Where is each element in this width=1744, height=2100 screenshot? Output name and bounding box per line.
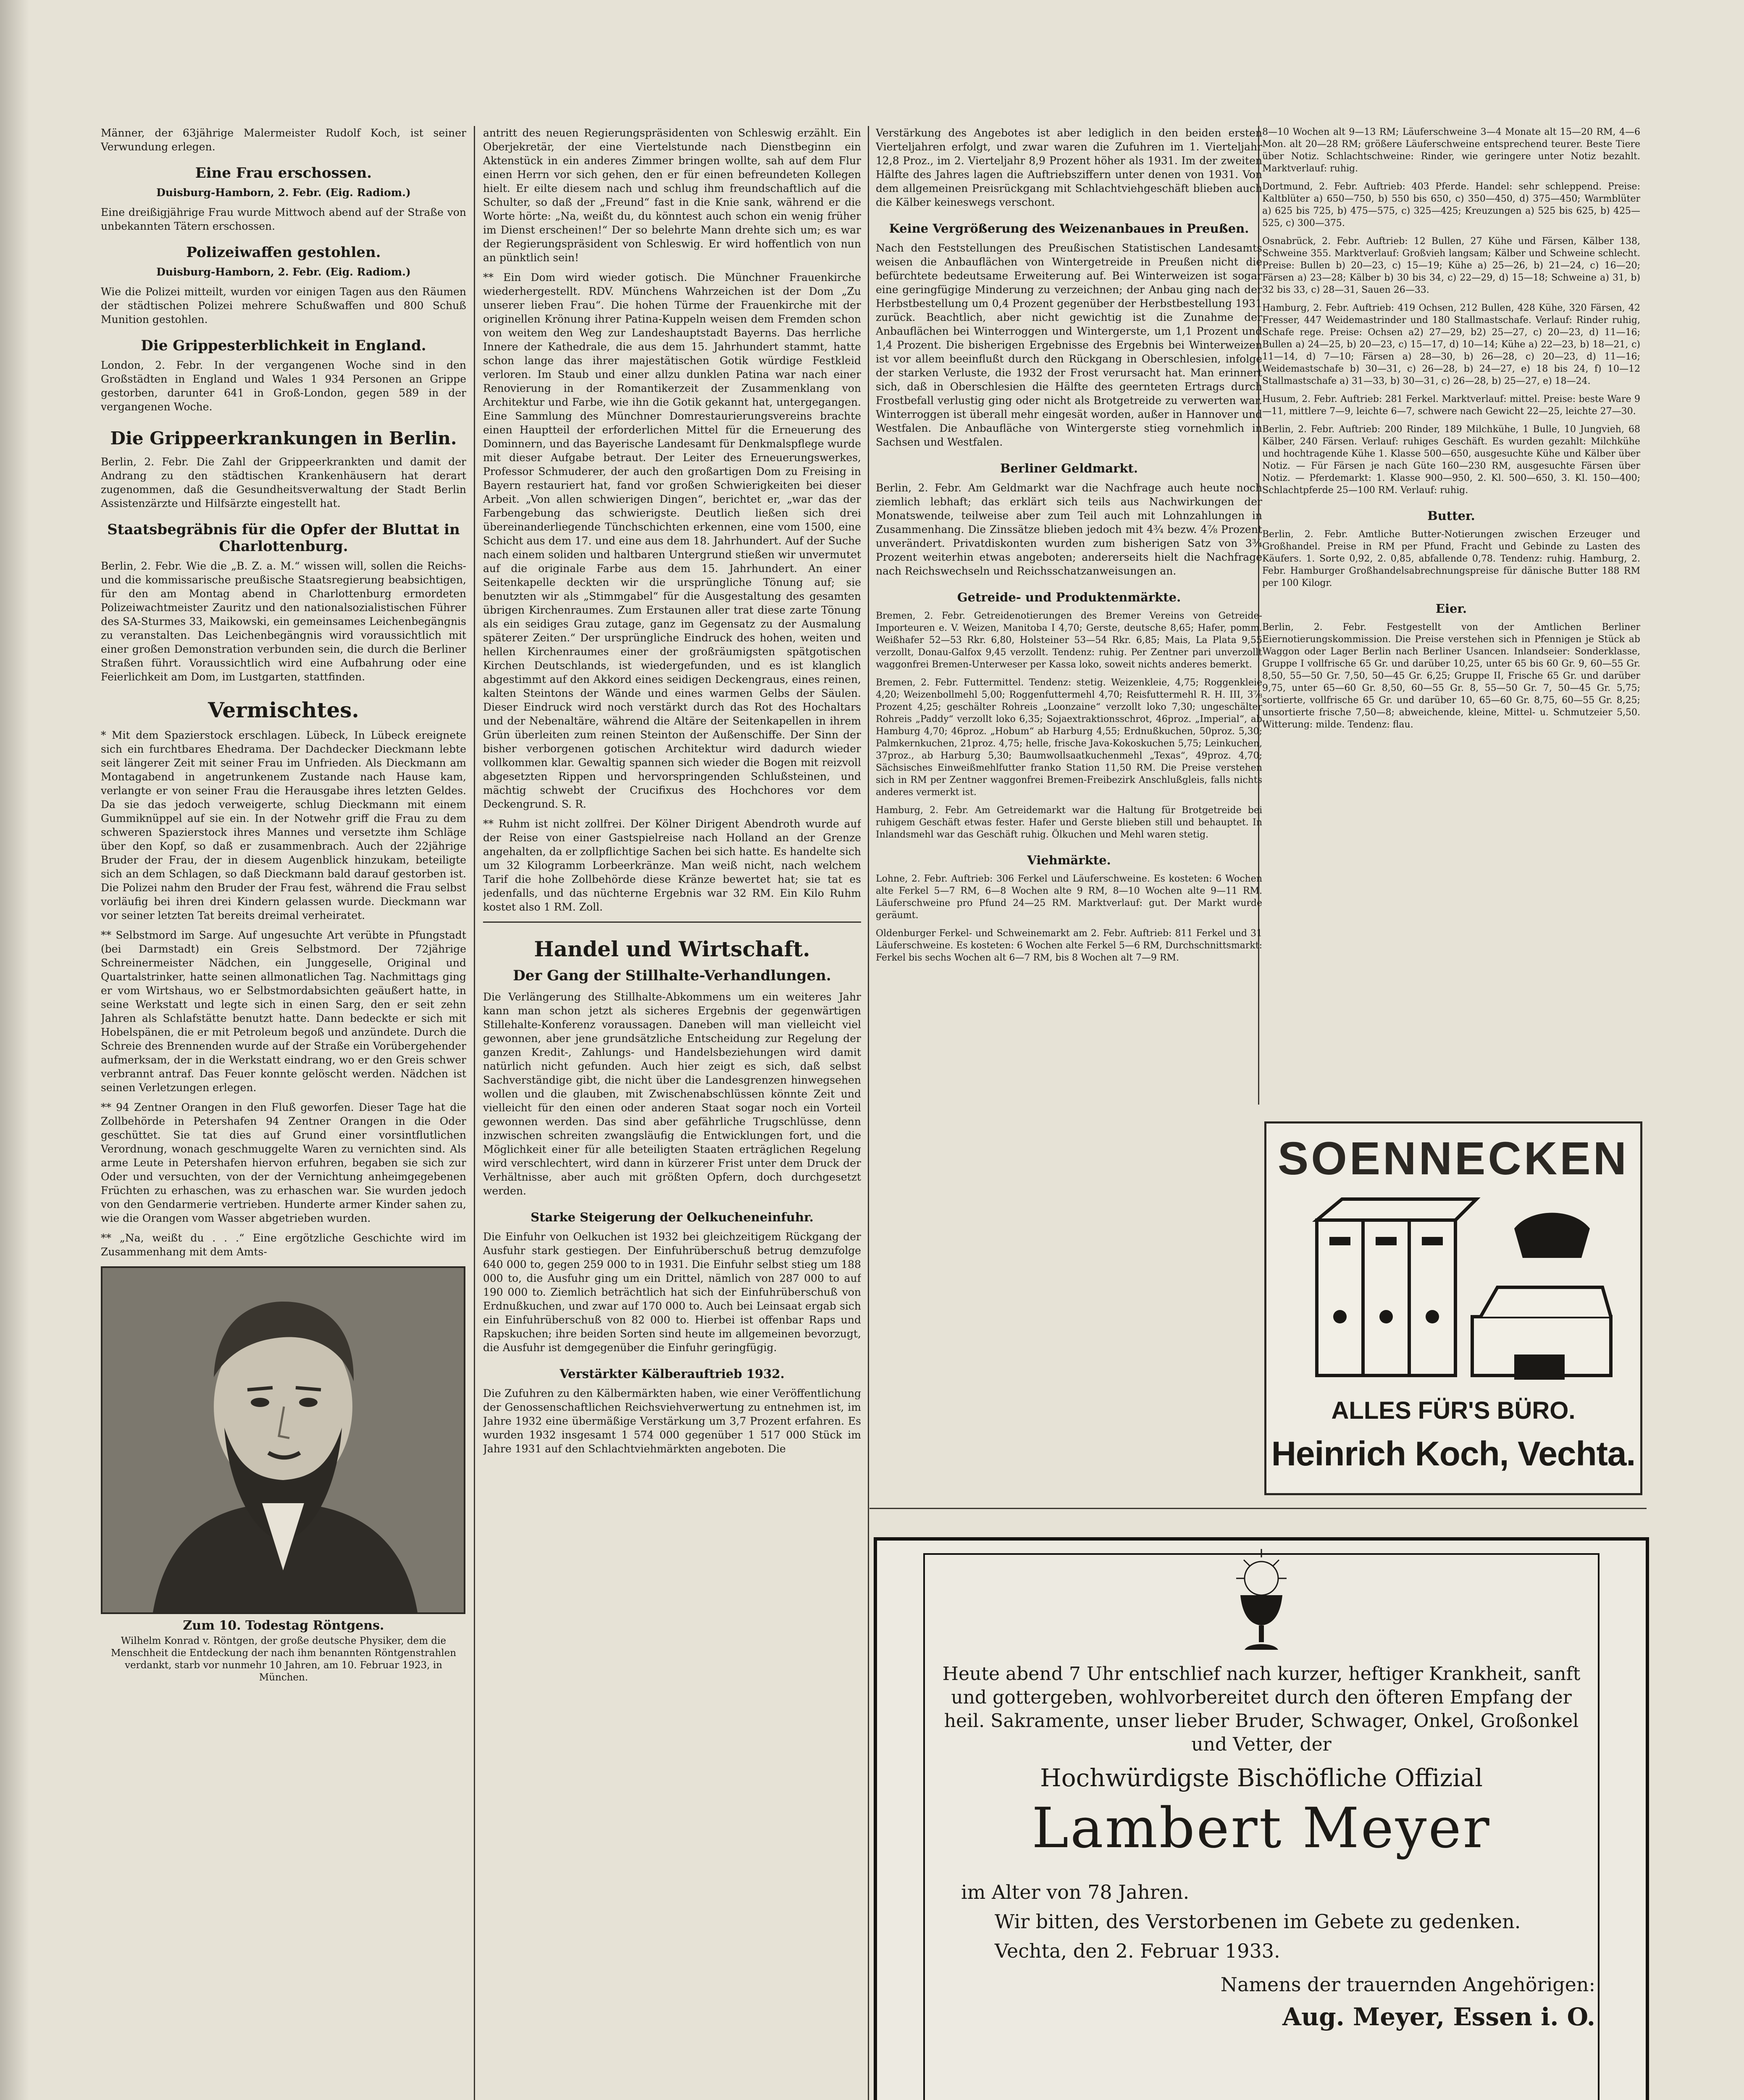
headline-grippe-berlin: Die Grippeerkrankungen in Berlin. <box>110 428 457 449</box>
article-text: Verstärkung des Angebotes ist aber lediglich in den beiden ersten Vierteljahren erfolgt, und zwar waren die Zufuhren im 1. Vierteljahr 12,8 Proz., im 2. Vierteljahr 8,9 Prozent höher als 1931. Im der zweiten Hälfte des Jahres lagen die Auftriebsziffern unter denen von 1931. Von dem allgemeinen Preisrückgang mit Schlachtviehgeschäft blieben auch die Kälber keineswegs verschont. <box>876 127 1262 208</box>
article-text: ** 94 Zentner Orangen in den Fluß geworfen. Dieser Tage hat die Zollbehörde in Petershafen 94 Zentner Orangen in die Oder geschüttet. Sie tat dies auf Grund einer vorsintflutlichen Verordnung, wonach geschmuggelte Waren zu vernichten sind. Als arme Leute in Petershafen hiervon erfuhren, begaben sie sich zur Oder und versuchten, von der der Vernichtung anheimgegebenen Früchten zu erhaschen, was zu erhaschen war. Sie wurden jedoch von den Gendarmerie vertrieben. Hunderte armer Kinder sahen zu, wie die Orangen vom Wasser abgetrieben wurden. <box>101 1101 466 1224</box>
headline-oelkuchen: Starke Steigerung der Oelkucheneinfuhr. <box>531 1210 814 1224</box>
article-text: Berlin, 2. Febr. Am Geldmarkt war die Nachfrage auch heute noch ziemlich lebhaft; das erklärt sich teils aus Nachwirkungen der Monatswende, teilweise aber zum Teil auch mit Lohnzahlungen in Zusammenhang. Die Zinssätze blieben jedoch mit 4¾ bezw. 4⅞ Prozent unverändert. Privatdiskonten wurden zum bisherigen Satz von 3¾ Prozent weiterhin etwas angeboten; andererseits hielt die Nachfrage nach Reichswechseln und Reichsschatzanweisungen an. <box>876 482 1262 577</box>
article-intro: Männer, der 63jährige Malermeister Rudolf Koch, ist seiner Verwundung erlegen. <box>101 127 466 153</box>
article-text: Bremen, 2. Febr. Getreidenotierungen des Bremer Vereins von Getreide-Importeuren e. V. Weizen, Manitoba I 4,70; Gerste, deutsche 8,65; Hafer, pomm. Weißhafer 52—53 Rkr. 6,80, Holsteiner 53—54 Rkr. 6,85; Mais, La Plata 9,55 verzollt, Donau-Galfox 9,45 verzollt. Tendenz: ruhig. Per Zentner pari unverzollt waggonfrei Bremen-Unterweser per Kassa loko, soweit nichts anderes bemerkt. <box>876 611 1262 670</box>
dateline: Duisburg-Hamborn, 2. Febr. (Eig. Radiom.) <box>156 266 411 278</box>
headline-grippe-england: Die Grippesterblichkeit in England. <box>141 337 426 354</box>
obituary-signature: Aug. Meyer, Essen i. O. <box>1282 2003 1595 2031</box>
article-text: Die Zufuhren zu den Kälbermärkten haben, wie einer Veröffentlichung der Genossenschaftlichen Reichsviehverwertung zu entnehmen ist, im Jahre 1932 eine übermäßige Verstärkung um 3,7 Prozent erfahren. Es wurden 1932 insgesamt 1 574 000 gegenüber 1 517 000 Stück im Jahre 1931 auf den Schlachtviehmärkten angeboten. Die <box>483 1387 861 1455</box>
obituary-body: Heute abend 7 Uhr entschlief nach kurzer, heftiger Krankheit, sanft und gottergeben, wohlvorbereitet durch den öfteren Empfang der heil. Sakramente, unser lieber Bruder, Schwager, Onkel, Großonkel und Vetter, der <box>942 1663 1581 1755</box>
ad-brand: SOENNECKEN <box>1277 1133 1629 1184</box>
article-text: * Mit dem Spazierstock erschlagen. Lübeck, In Lübeck ereignete sich ein furchtbares Ehedrama. Der Dachdecker Dieckmann lebte seit längerer Zeit mit seiner Frau im Unfrieden. Als Dieckmann am Montagabend in angetrunkenem Zustande nach Hause kam, verlangte er von seiner Frau die Herausgabe ihres letzten Geldes. Da sie das jedoch verweigerte, schlug Dieckmann mit einem Gummiknüppel auf sie ein. In der Notwehr griff die Frau zu dem schweren Spazierstock ihres Mannes und versetzte ihm Schläge über den Kopf, so daß er zusammenbrach. Auch der 22jährige Bruder der Frau, der in diesem Augenblick hinzukam, beteiligte sich an dem Schlagen, so daß Dieckmann bald darauf gestorben ist. Die Polizei nahm den Bruder der Frau fest, während die Frau selbst vorläufig bei ihren drei Kindern gelassen wurde. Dieckmann war vor seiner letzten Tat bereits dreimal verheiratet. <box>101 729 466 921</box>
article-text: Eine dreißigjährige Frau wurde Mittwoch abend auf der Straße von unbekannten Tätern erschossen. <box>101 206 466 232</box>
headline-stillhalte: Der Gang der Stillhalte-Verhandlungen. <box>513 967 831 984</box>
article-text: Berlin, 2. Febr. Amtliche Butter-Notierungen zwischen Erzeuger und Großhandel. Preise in RM per Pfund, Fracht und Gebinde zu Lasten des Käufers. 1. Sorte 0,92, 2. 0,85, abfallende 0,78. Tendenz: ruhig. Hamburg, 2. Febr. Hamburger Großhandelsabrechnungspreise für dänische Butter 188 RM per 100 Kilogr. <box>1262 529 1640 588</box>
column-rule-2 <box>868 126 869 2100</box>
dateline: Duisburg-Hamborn, 2. Febr. (Eig. Radiom.) <box>156 186 411 199</box>
headline-butter: Butter. <box>1427 509 1475 523</box>
article-text: Osnabrück, 2. Febr. Auftrieb: 12 Bullen, 27 Kühe und Färsen, Kälber 138, Schweine 355. Marktverlauf: Großvieh langsam; Kälber und Schweine schlecht. Preise: Bullen b) 20—23, c) 15—19; Kühe a) 25—26, b) 21—24, c) 16—20; Färsen a) 23—28; Kälber b) 30 bis 34, c) 22—29, d) 15—18; Schweine a) 31, b) 32 bis 33, c) 28—31, Sauen 26—33. <box>1262 236 1640 295</box>
caption-text: Wilhelm Konrad v. Röntgen, der große deutsche Physiker, dem die Menschheit die Entdeckung der nach ihm benannten Röntgenstrahlen verdankt, starb vor nunmehr 10 Jahren, am 10. Februar 1923, in München. <box>110 1635 457 1683</box>
page-binding-edge <box>0 0 29 2100</box>
article-text: Bremen, 2. Febr. Futtermittel. Tendenz: stetig. Weizenkleie, 4,75; Roggenkleie 4,20; Weizenbollmehl 5,00; Roggenfuttermehl 4,70; Reisfuttermehl R. H. III, 3⅞ Prozent 4,25; geschälter Rohreis „Loonzaine“ verzollt loko 7,30; ungeschälter Rohreis „Paddy“ verzollt loko 6,35; Sojaextraktionsschrot, 46proz. „Imperial“, ab Hamburg 4,70; 46proz. „Hobum“ ab Harburg 4,55; Erdnußkuchen, 50proz. 5,30; Palmkernkuchen, 21proz. 4,75; helle, frische Java-Kokoskuchen 5,75; Leinkuchen, 37proz., ab Harburg 5,30; Baumwollsaatkuchenmehl „Texas“, 49proz. 4,70; Sächsisches Einweißmehlfutter franko Station 11,50 RM. Die Preise verstehen sich in RM per Zentner waggonfrei Bremen-Freibezirk Anschlußgleis, falls nichts anderes vermerkt ist. <box>876 677 1262 798</box>
binder-illustration <box>1279 1191 1628 1392</box>
obituary-title: Hochwürdigste Bischöfliche Offizial <box>1040 1764 1483 1792</box>
article-text: Berlin, 2. Febr. Auftrieb: 200 Rinder, 189 Milchkühe, 1 Bulle, 10 Jungvieh, 68 Kälber, 240 Färsen. Verlauf: ruhiges Geschäft. Es wurden gezahlt: Milchkühe und hochtragende Kühe 1. Klasse 500—650, ausgesuchte Kühe und Kälber über Notiz. — Für Färsen je nach Güte 160—230 RM, ausgesuchte Färsen über Notiz. — Pferdemarkt: 1. Klasse 900—950, 2. Kl. 500—650, 3. Kl. 150—400; Schlachtpferde 25—100 RM. Verlauf: ruhig. <box>1262 424 1640 496</box>
obituary-request: Wir bitten, des Verstorbenen im Gebete zu gedenken. <box>995 1910 1521 1933</box>
column-3 <box>876 126 1262 1504</box>
section-vermischtes: Vermischtes. <box>208 698 359 722</box>
article-text: ** „Na, weißt du . . .“ Eine ergötzliche Geschichte wird im Zusammenhang mit dem Amts- <box>101 1232 466 1258</box>
article-text: Wie die Polizei mitteilt, wurden vor einigen Tagen aus den Räumen der städtischen Polizei mehrere Schußwaffen und 800 Schuß Munition gestohlen. <box>101 286 466 326</box>
article-text: Berlin, 2. Febr. Die Zahl der Grippeerkrankten und damit der Andrang zu den städtischen Krankenhäusern hat derart zugenommen, daß die Gesundheitsverwaltung der Stadt Berlin Assistenzärzte und Hilfsärzte eingestellt hat. <box>101 456 466 509</box>
obituary-signature-intro: Namens der trauernden Angehörigen: <box>1220 1973 1595 1996</box>
article-text: Nach den Feststellungen des Preußischen Statistischen Landesamts weisen die Anbauflächen von Wintergetreide in Preußen nicht die befürchtete bedeutsame Erweiterung auf. Bei Winterweizen ist sogar eine geringfügige Minderung zu verzeichnen; der Anbau ging nach der Herbstbestellung um 0,4 Prozent gegenüber der Herbstbestellung 1931 zurück. Beachtlich, aber nicht gewichtig ist die Zunahme der Anbauflächen bei Winterroggen und Wintergerste, um 1,1 Prozent und 1,4 Prozent. Die bisherigen Ergebnisse des Ergebnis bei Winterweizen ist vor allem beeinflußt durch den Rückgang in Oberschlesien, infolge der starken Verluste, die 1932 der Frost verursacht hat. Man erinnert sich, daß in Oberschlesien die Hälfte des geernteten Ertrags durch Frostbefall verlustig ging oder nicht als Brotgetreide zu verwerten war. Winterroggen ist überall mehr eingesät worden, außer in Hannover und Westfalen. Die Anbaufläche von Wintergerste stieg vornehmlich in Sachsen und Westfalen. <box>876 242 1262 448</box>
column-4 <box>1262 126 1640 1117</box>
article-text: Die Einfuhr von Oelkuchen ist 1932 bei gleichzeitigem Rückgang der Ausfuhr stark gestiegen. Der Einfuhrüberschuß betrug demzufolge 640 000 to, gegen 259 000 to in 1931. Die Einfuhr selbst stieg um 188 000 to, die Ausfuhr ging um ein Drittel, nämlich von 287 000 to auf 190 000 to. Ziemlich beträchtlich hat sich der Einfuhrüberschuß von Erdnußkuchen, und zwar auf 170 000 to. Auch bei Leinsaat ergab sich ein Einfuhrüberschuß von 82 000 to. Hierbei ist offenbar Raps und Rapskuchen; ihre beiden Sorten sind heute im allgemeinen bevorzugt, die Ausfuhr ist demgegenüber die Einfuhr geringfügig. <box>483 1231 861 1354</box>
article-text: Lohne, 2. Febr. Auftrieb: 306 Ferkel und Läuferschweine. Es kosteten: 6 Wochen alte Ferkel 5—7 RM, 6—8 Wochen alte 9 RM, 8—10 Wochen alte 9—11 RM. Läuferschweine pro Pfund 24—25 RM. Marktverlauf: gut. Der Markt wurde geräumt. <box>876 874 1262 921</box>
caption-title: Zum 10. Todestag Röntgens. <box>183 1618 384 1633</box>
ad-tagline: ALLES FÜR'S BÜRO. <box>1331 1397 1576 1424</box>
obituary-name: Lambert Meyer <box>1032 1796 1491 1861</box>
column-1 <box>101 126 466 2100</box>
article-text: antritt des neuen Regierungspräsidenten von Schleswig erzählt. Ein Oberjekretär, der eine Viertelstunde nach Dienstbeginn ein Aktenstück in ein anderes Zimmer bringen wollte, sah auf dem Flur einen Herrn vor sich gehen, den er für einen befreundeten Kollegen hielt. Er eilte diesem nach und schlug ihm freundschaftlich auf die Schulter, so daß der „Freund“ fast in die Knie sank, während er die Worte hörte: „Na, weißt du, du könntest auch schon ein wenig früher im Dienst erscheinen!“ Der so belehrte Mann drehte sich um; es war der Regierungspräsident von Schleswig. Er wird hoffentlich von nun an pünktlich sein! <box>483 127 861 264</box>
section-rule <box>869 1508 1647 1509</box>
roentgen-portrait <box>101 1266 465 1614</box>
article-text: Dortmund, 2. Febr. Auftrieb: 403 Pferde. Handel: sehr schleppend. Preise: Kaltblüter a) 650—750, b) 550 bis 650, c) 350—450, d) 375—450; Warmblüter a) 625 bis 725, b) 475—575, c) 325—425; Kreuzungen a) 525 bis 625, b) 425—525, c) 300—375. <box>1262 181 1640 228</box>
article-text: Oldenburger Ferkel- und Schweinemarkt am 2. Febr. Auftrieb: 811 Ferkel und 31 Läuferschweine. Es kosteten: 6 Wochen alte Ferkel 5—6 RM, Durchschnittsmarkt: Ferkel bis sechs Wochen alt 6—7 RM, bis 8 Wochen alt 7—9 RM. <box>876 928 1262 963</box>
obituary-notice <box>874 1537 1649 2100</box>
article-text: Die Verlängerung des Stillhalte-Abkommens um ein weiteres Jahr kann man schon jetzt als sicheres Ergebnis der gegenwärtigen Stillehalte-Konferenz voraussagen. Daneben will man vielleicht viel gewonnen, aber jene grundsätzliche Entscheidung zur Regelung der ganzen Kredit-, Zahlungs- und Handelsbeziehungen wird damit natürlich nicht gefunden. Auch hier zeigt es sich, daß selbst Sachverständige gibt, die nicht über die Landesgrenzen hinwegsehen wollen und die glauben, mit Zwischenabschlüssen könnte Zeit und vielleicht für den einen oder anderen Staat sogar noch ein Vorteil gewonnen werden. Das sind aber gefährliche Trugschlüsse, denn inzwischen schreiten zwangsläufig die Entwicklungen fort, und die Möglichkeit einer für alle beteiligten Staaten erträglichen Regelung wird verschlechtert, wird dann in kürzerer Frist unter dem Druck der Verhältnisse, aber auch mit größten Opfern, doch durchgesetzt werden. <box>483 991 861 1197</box>
headline-staatsbegraebnis: Staatsbegräbnis für die Opfer der Bluttat in Charlottenburg. <box>107 521 460 555</box>
article-text: Hamburg, 2. Febr. Am Getreidemarkt war die Haltung für Brotgetreide bei ruhigem Geschäft etwas fester. Hafer und Gerste blieben still und behauptet. In Inlandsmehl war das Geschäft ruhig. Ölkuchen und Mehl waren stetig. <box>876 805 1262 840</box>
article-text: Berlin, 2. Febr. Festgestellt von der Amtlichen Berliner Eiernotierungskommission. Die Preise verstehen sich in Pfennigen je Stück ab Waggon oder Lager Berlin nach Berliner Usancen. Inlandseier: Sonderklasse, Gruppe I vollfrische 65 Gr. und darüber 10,25, unter 65 bis 60 Gr. 9, 60—55 Gr. 8,50, 55—50 Gr. 7,50, 50—45 Gr. 6,25; Gruppe II, Frische 65 Gr. und darüber 9,75, unter 65—60 Gr. 8,50, 60—55 Gr. 8, 55—50 Gr. 7, 50—45 Gr. 5,75; sortierte, vollfrische 65 Gr. und darüber 10, 65—60 Gr. 8,75, 60—55 Gr. 8,25; unsortierte frische 7,50—8; abweichende, kleine, Mittel- u. Schmutzeier 5,50. Witterung: milde. Tendenz: flau. <box>1262 622 1640 730</box>
article-text: London, 2. Febr. In der vergangenen Woche sind in den Großstädten in England und Wales 1 934 Personen an Grippe gestorben, darunter 641 in Groß-London, gegen 589 in der vergangenen Woche. <box>101 359 466 413</box>
headline-frau-erschossen: Eine Frau erschossen. <box>195 165 372 181</box>
ad-company: Heinrich Koch, Vechta. <box>1271 1435 1636 1473</box>
obituary-place-date: Vechta, den 2. Februar 1933. <box>995 1940 1280 1962</box>
article-text: ** Selbstmord im Sarge. Auf ungesuchte Art verübte in Pfungstadt (bei Darmstadt) ein Greis Selbstmord. Der 72jährige Schreinermeister Nädchen, ein Junggeselle, Original und Quartalstrinker, hatte seinen allmonatlichen Tag. Nachmittags ging er vom Wirtshaus, wo er Selbstmordabsichten geäußert hatte, in seine Werkstatt und legte sich in einen Sarg, den er seit zehn Jahren als Schlafstätte benutzt hatte. Dann bedeckte er sich mit Hobelspänen, die er mit Petroleum begoß und anzündete. Durch die Schreie des Brennenden wurde auf der Straße ein Vorübergehender aufmerksam, der in die Werkstatt eindrang, wo er den Greis schwer verbrannt antraf. Das Feuer konnte gelöscht werden. Nädchen ist seinen Verletzungen erlegen. <box>101 929 466 1094</box>
obituary-age: im Alter von 78 Jahren. <box>961 1881 1190 1903</box>
headline-polizeiwaffen: Polizeiwaffen gestohlen. <box>186 244 381 261</box>
article-text: ** Ein Dom wird wieder gotisch. Die Münchner Frauenkirche wiederhergestellt. RDV. Münchens Wahrzeichen ist der Dom „Zu unserer lieben Frau“. Die hohen Türme der Frauenkirche mit der originellen Krönung ihrer Patina-Kuppeln weisen dem Fremden schon von weitem den Weg zur Landeshauptstadt Bayerns. Das herrliche Innere der Kathedrale, die aus dem 15. Jahrhundert stammt, hatte schon lange das ihrer majestätischen Gotik würdige Festkleid verloren. Im Staub und einer allzu dunklen Patina war nach einer Renovierung in der Romantikerzeit der Zusammenklang von Architektur und Farbe, wie ihn die Gotik gekannt hat, untergegangen. Eine Sammlung des Münchner Domrestaurierungsvereins brachte einen Hauptteil der erforderlichen Mittel für die Erneuerung des Dominnern, und das Bayerische Landesamt für Denkmalspflege wurde mit dieser Aufgabe betraut. Der Leiter des Erneuerungswerkes, Professor Schmuderer, der auch den großartigen Dom zu Freising in Bayern restauriert hat, fand vor großen Schwierigkeiten bei dieser Arbeit. „Von allen schwierigen Dingen“, berichtet er, „war das der Farbengebung das schwierigste. Deutlich ließen sich drei übereinanderliegende Tünchschichten erkennen, eine vom 1500, eine Schicht aus dem 17. und eine aus dem 18. Jahrhundert. Auf der Suche nach einem soliden und haltbaren Untergrund stießen wir unvermutet auf die originale Farbe aus dem 15. Jahrhundert. An einer Seitenkapelle deckten wir die ursprüngliche Tönung auf; sie benutzten wir als „Stimmgabel“ für die Ausgestaltung des gesamten übrigen Kirchenraumes. Zum Erstaunen aller trat diese zarte Tönung als ein seidiges Grau zutage, ganz im Gegensatz zu der Ausmalung späterer Zeiten.“ Der ursprüngliche Eindruck des hohen, weiten und hellen Kirchenraumes einer der großräumigsten spätgotischen Kirchen Deutschlands, ist wiedergefunden, und es ist klanglich abgestimmt auf den Akkord eines seidigen Deckengraus, eines reinen, kalten Steintons der Wände und eines warmen Gelbs der Säulen. Dieser Eindruck wird noch verstärkt durch das Rot des Hochaltars und der Nebenaltäre, während die Altäre der Seitenkapellen in ihrem Grün überleiten zum reinen Steinton der Außenschiffe. Der Sinn der bisher verborgenen gotischen Architektur wird dadurch wieder vollkommen klar. Gewaltig spannen sich wieder die Bogen mit reizvoll abgesetzten Rippen und hervorspringenden Schlußsteinen, und mächtig schwebt der Crucifixus des Hochchores vor dem Deckengrund. S. R. <box>483 271 861 810</box>
headline-kaelberauftrieb: Verstärkter Kälberauftrieb 1932. <box>559 1367 785 1381</box>
article-text: Hamburg, 2. Febr. Auftrieb: 419 Ochsen, 212 Bullen, 428 Kühe, 320 Färsen, 42 Fresser, 447 Weidemastrinder und 180 Stallmastschafe. Verlauf: Rinder ruhig, Schafe rege. Preise: Ochsen a2) 27—29, b2) 25—27, c) 20—23, d) 11—16; Bullen a) 24—25, b) 20—23, c) 15—17, d) 10—14; Kühe a) 22—23, b) 18—21, c) 11—14, d) 7—10; Färsen a) 28—30, b) 26—28, c) 20—23, d) 11—16; Weidemastschafe b) 30—31, c) 26—28, b) 24—27, e) 18 bis 24, f) 10—12 Stallmastschafe a) 31—33, b) 30—31, c) 26—28, b) 25—27, e) 18—24. <box>1262 303 1640 386</box>
headline-geldmarkt: Berliner Geldmarkt. <box>1000 461 1138 475</box>
divider <box>483 921 861 923</box>
chalice-emblem <box>1211 1549 1312 1654</box>
section-handel-wirtschaft: Handel und Wirtschaft. <box>534 937 810 961</box>
headline-getreide: Getreide- und Produktenmärkte. <box>957 590 1181 604</box>
headline-viehmaerkte: Viehmärkte. <box>1027 853 1111 867</box>
article-text: 8—10 Wochen alt 9—13 RM; Läuferschweine 3—4 Monate alt 15—20 RM, 4—6 Mon. alt 20—28 RM; größere Läuferschweine entsprechend teurer. Beste Tiere über Notiz. Schlachtschweine: Rinder, wie geringere unter Notiz bezahlt. Marktverlauf: ruhig. <box>1262 127 1640 174</box>
article-text: ** Ruhm ist nicht zollfrei. Der Kölner Dirigent Abendroth wurde auf der Reise von einer Gastspielreise nach Holland an der Grenze angehalten, da er zollpflichtige Sachen bei sich hatte. Es handelte sich um 32 Kilogramm Lorbeerkränze. Man weiß nicht, nach welchem Tarif die hohe Zollbehörde diese Kränze bewertet hat; sie tat es jedenfalls, und das nüchterne Ergebnis war 32 RM. Ein Kilo Ruhm kostet also 1 RM. Zoll. <box>483 818 861 913</box>
headline-eier: Eier. <box>1435 601 1467 616</box>
article-text: Berlin, 2. Febr. Wie die „B. Z. a. M.“ wissen will, sollen die Reichs- und die kommissarische preußische Staatsregierung beabsichtigen, für den am Montag abend in Charlottenburg ermordeten Polizeiwachtmeister Zauritz und den nationalsozialistischen Führer des SA-Sturmes 33, Maikowski, ein gemeinsames Leichenbegängnis zu veranstalten. Das Leichenbegängnis wird voraussichtlich mit einer großen Demonstration verbunden sein, die durch die Berliner Straßen führt. Voraussichtlich wird eine Aufbahrung oder eine Feierlichkeit am Dom, im Lustgarten, stattfinden. <box>101 560 466 683</box>
column-2 <box>483 126 861 2100</box>
headline-weizenanbau: Keine Vergrößerung des Weizenanbaues in Preußen. <box>889 221 1249 236</box>
soennecken-advertisement <box>1264 1121 1642 1495</box>
column-rule-1 <box>474 126 475 2100</box>
article-text: Husum, 2. Febr. Auftrieb: 281 Ferkel. Marktverlauf: mittel. Preise: beste Ware 9—11, mittlere 7—9, leichte 6—7, schwere nach Gewicht 22—25, leichte 27—30. <box>1262 394 1640 417</box>
